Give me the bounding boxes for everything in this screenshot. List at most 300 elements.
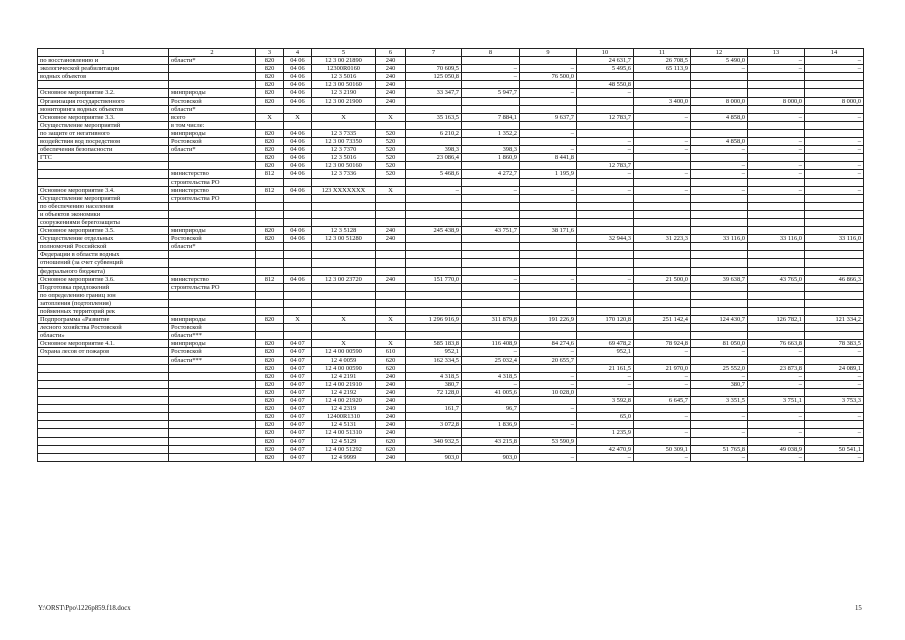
value-cell: [376, 243, 406, 251]
value-cell: [376, 194, 406, 202]
program-name-cell: [38, 380, 169, 388]
value-cell: 33 116,0: [805, 235, 864, 243]
column-number: 12: [691, 49, 748, 57]
value-cell: X: [312, 316, 376, 324]
value-cell: –: [748, 186, 805, 194]
value-cell: 32 944,3: [577, 235, 634, 243]
value-cell: [748, 194, 805, 202]
executor-cell: [169, 202, 256, 210]
value-cell: [406, 283, 462, 291]
value-cell: –: [691, 65, 748, 73]
value-cell: 50 309,1: [634, 445, 691, 453]
value-cell: [634, 437, 691, 445]
value-cell: [805, 73, 864, 81]
value-cell: 4 318,5: [406, 372, 462, 380]
value-cell: 240: [376, 81, 406, 89]
table-row: [38, 372, 864, 380]
value-cell: [462, 324, 520, 332]
value-cell: [577, 73, 634, 81]
value-cell: [691, 324, 748, 332]
table-row: [38, 251, 864, 259]
value-cell: 12 3 00 23720: [312, 275, 376, 283]
value-cell: [805, 332, 864, 340]
value-cell: [691, 251, 748, 259]
executor-cell: Ростовской: [169, 235, 256, 243]
table-row: [38, 388, 864, 396]
value-cell: –: [462, 275, 520, 283]
value-cell: [462, 138, 520, 146]
value-cell: –: [805, 113, 864, 121]
executor-cell: области*: [169, 243, 256, 251]
value-cell: [312, 283, 376, 291]
program-name-cell: ГТС: [38, 154, 169, 162]
program-name-cell: лесного хозяйства Ростовской: [38, 324, 169, 332]
value-cell: 12 3 00 51280: [312, 235, 376, 243]
value-cell: 245 438,9: [406, 227, 462, 235]
value-cell: 1 195,9: [520, 170, 577, 178]
executor-cell: [169, 380, 256, 388]
value-cell: 820: [256, 413, 284, 421]
value-cell: [462, 364, 520, 372]
value-cell: 72 128,0: [406, 388, 462, 396]
value-cell: [691, 73, 748, 81]
value-cell: 151 770,0: [406, 275, 462, 283]
table-row: [38, 146, 864, 154]
value-cell: [634, 243, 691, 251]
value-cell: [691, 291, 748, 299]
value-cell: 12300R0160: [312, 65, 376, 73]
value-cell: [256, 259, 284, 267]
value-cell: [577, 178, 634, 186]
executor-cell: [169, 218, 256, 226]
value-cell: [376, 291, 406, 299]
value-cell: [256, 308, 284, 316]
value-cell: [634, 388, 691, 396]
column-number: 9: [520, 49, 577, 57]
value-cell: [748, 251, 805, 259]
value-cell: 43 751,7: [462, 227, 520, 235]
value-cell: 78 383,5: [805, 340, 864, 348]
value-cell: –: [520, 405, 577, 413]
value-cell: [312, 259, 376, 267]
value-cell: 1 235,9: [577, 429, 634, 437]
column-number: 7: [406, 49, 462, 57]
value-cell: 240: [376, 421, 406, 429]
value-cell: [805, 89, 864, 97]
value-cell: –: [634, 380, 691, 388]
value-cell: 04 06: [284, 65, 312, 73]
value-cell: [577, 105, 634, 113]
value-cell: 04 07: [284, 453, 312, 461]
value-cell: [577, 283, 634, 291]
value-cell: [376, 324, 406, 332]
value-cell: [406, 299, 462, 307]
value-cell: X: [312, 113, 376, 121]
value-cell: [634, 105, 691, 113]
value-cell: 04 06: [284, 227, 312, 235]
value-cell: [312, 194, 376, 202]
value-cell: 38 171,6: [520, 227, 577, 235]
program-name-cell: Основное мероприятие 4.1.: [38, 340, 169, 348]
value-cell: [376, 259, 406, 267]
value-cell: [520, 138, 577, 146]
value-cell: 610: [376, 348, 406, 356]
value-cell: 1 860,9: [462, 154, 520, 162]
table-row: [38, 227, 864, 235]
executor-cell: [169, 364, 256, 372]
value-cell: 12 3 5128: [312, 227, 376, 235]
value-cell: –: [520, 186, 577, 194]
value-cell: 380,7: [691, 380, 748, 388]
value-cell: [805, 308, 864, 316]
value-cell: –: [805, 162, 864, 170]
program-name-cell: Основное мероприятие 3.3.: [38, 113, 169, 121]
value-cell: [577, 227, 634, 235]
value-cell: [406, 267, 462, 275]
executor-cell: области***: [169, 356, 256, 364]
value-cell: 04 07: [284, 445, 312, 453]
program-name-cell: мониторинга водных объектов: [38, 105, 169, 113]
executor-cell: [169, 429, 256, 437]
value-cell: 820: [256, 372, 284, 380]
value-cell: [376, 332, 406, 340]
value-cell: [462, 210, 520, 218]
value-cell: [520, 445, 577, 453]
value-cell: –: [805, 186, 864, 194]
value-cell: [312, 324, 376, 332]
value-cell: 240: [376, 89, 406, 97]
table-row: [38, 97, 864, 105]
value-cell: 820: [256, 129, 284, 137]
value-cell: –: [748, 348, 805, 356]
value-cell: [748, 178, 805, 186]
value-cell: [805, 202, 864, 210]
program-name-cell: Осуществление мероприятий: [38, 121, 169, 129]
value-cell: [748, 332, 805, 340]
value-cell: [577, 299, 634, 307]
value-cell: [462, 81, 520, 89]
value-cell: [634, 202, 691, 210]
value-cell: [312, 210, 376, 218]
value-cell: 251 142,4: [634, 316, 691, 324]
value-cell: [577, 421, 634, 429]
value-cell: 820: [256, 437, 284, 445]
value-cell: [376, 210, 406, 218]
value-cell: [376, 299, 406, 307]
executor-cell: [169, 267, 256, 275]
value-cell: 04 07: [284, 397, 312, 405]
value-cell: 12 3 00 21890: [312, 57, 376, 65]
value-cell: 12 3 5016: [312, 73, 376, 81]
value-cell: 76 663,8: [748, 340, 805, 348]
value-cell: 46 866,3: [805, 275, 864, 283]
value-cell: [691, 259, 748, 267]
value-cell: –: [520, 65, 577, 73]
value-cell: 48 550,8: [577, 81, 634, 89]
value-cell: [805, 121, 864, 129]
value-cell: –: [634, 348, 691, 356]
table-row: [38, 210, 864, 218]
value-cell: [520, 97, 577, 105]
value-cell: [406, 332, 462, 340]
value-cell: [805, 356, 864, 364]
value-cell: 116 408,9: [462, 340, 520, 348]
value-cell: [256, 105, 284, 113]
value-cell: [520, 81, 577, 89]
value-cell: [462, 445, 520, 453]
table-row: [38, 445, 864, 453]
value-cell: [748, 291, 805, 299]
value-cell: [748, 154, 805, 162]
value-cell: 3 351,5: [691, 397, 748, 405]
executor-cell: [169, 388, 256, 396]
value-cell: –: [634, 186, 691, 194]
value-cell: [256, 332, 284, 340]
value-cell: 7 884,1: [462, 113, 520, 121]
value-cell: [634, 154, 691, 162]
value-cell: 820: [256, 364, 284, 372]
value-cell: 12 3 00 21900: [312, 97, 376, 105]
value-cell: [462, 97, 520, 105]
program-name-cell: отношений (за счет субвенций: [38, 259, 169, 267]
program-name-cell: области»: [38, 332, 169, 340]
value-cell: 380,7: [406, 380, 462, 388]
value-cell: [634, 299, 691, 307]
value-cell: [256, 251, 284, 259]
value-cell: 6 210,2: [406, 129, 462, 137]
value-cell: 812: [256, 170, 284, 178]
executor-cell: минприроды: [169, 340, 256, 348]
program-name-cell: [38, 397, 169, 405]
value-cell: [256, 267, 284, 275]
value-cell: 04 06: [284, 57, 312, 65]
value-cell: [805, 243, 864, 251]
executor-cell: [169, 162, 256, 170]
value-cell: 820: [256, 316, 284, 324]
value-cell: 39 638,7: [691, 275, 748, 283]
table-row: [38, 453, 864, 461]
value-cell: [805, 81, 864, 89]
program-name-cell: экологической реабилитации: [38, 65, 169, 73]
value-cell: 3 592,8: [577, 397, 634, 405]
value-cell: X: [376, 316, 406, 324]
value-cell: 04 06: [284, 129, 312, 137]
value-cell: [577, 129, 634, 137]
value-cell: 820: [256, 429, 284, 437]
value-cell: [284, 178, 312, 186]
value-cell: –: [691, 186, 748, 194]
value-cell: [520, 299, 577, 307]
value-cell: [805, 154, 864, 162]
value-cell: [634, 405, 691, 413]
value-cell: 5 947,7: [462, 89, 520, 97]
value-cell: 398,3: [462, 146, 520, 154]
value-cell: 240: [376, 453, 406, 461]
column-number: 13: [748, 49, 805, 57]
value-cell: 4 858,0: [691, 113, 748, 121]
value-cell: –: [748, 170, 805, 178]
value-cell: [312, 332, 376, 340]
value-cell: –: [577, 186, 634, 194]
table-row: [38, 348, 864, 356]
value-cell: 6 645,7: [634, 397, 691, 405]
value-cell: 12 3 7335: [312, 129, 376, 137]
value-cell: –: [634, 138, 691, 146]
program-name-cell: Подготовка предложений: [38, 283, 169, 291]
value-cell: [805, 194, 864, 202]
value-cell: [284, 332, 312, 340]
table-row: [38, 316, 864, 324]
value-cell: 240: [376, 397, 406, 405]
value-cell: 820: [256, 397, 284, 405]
value-cell: 240: [376, 65, 406, 73]
value-cell: [577, 210, 634, 218]
executor-cell: [169, 413, 256, 421]
value-cell: –: [691, 348, 748, 356]
program-name-cell: по защите от негативного: [38, 129, 169, 137]
value-cell: 240: [376, 388, 406, 396]
value-cell: [691, 89, 748, 97]
value-cell: [462, 235, 520, 243]
value-cell: [691, 267, 748, 275]
value-cell: [577, 437, 634, 445]
value-cell: 520: [376, 162, 406, 170]
value-cell: 820: [256, 73, 284, 81]
value-cell: 04 07: [284, 364, 312, 372]
value-cell: 04 06: [284, 170, 312, 178]
program-name-cell: [38, 356, 169, 364]
value-cell: [805, 210, 864, 218]
executor-cell: министерство: [169, 170, 256, 178]
value-cell: [805, 437, 864, 445]
value-cell: –: [520, 380, 577, 388]
value-cell: –: [462, 380, 520, 388]
value-cell: [520, 364, 577, 372]
value-cell: [634, 308, 691, 316]
value-cell: [634, 121, 691, 129]
value-cell: 12 3 00 73350: [312, 138, 376, 146]
value-cell: [577, 218, 634, 226]
value-cell: 820: [256, 154, 284, 162]
value-cell: 12 3 00 50160: [312, 81, 376, 89]
value-cell: 12 4 00 00590: [312, 364, 376, 372]
value-cell: –: [577, 138, 634, 146]
program-name-cell: Осуществление отдельных: [38, 235, 169, 243]
value-cell: [406, 291, 462, 299]
value-cell: [312, 178, 376, 186]
value-cell: [462, 299, 520, 307]
value-cell: –: [462, 65, 520, 73]
value-cell: [520, 267, 577, 275]
program-name-cell: [38, 170, 169, 178]
value-cell: –: [634, 146, 691, 154]
value-cell: [406, 397, 462, 405]
value-cell: –: [520, 275, 577, 283]
value-cell: 126 782,1: [748, 316, 805, 324]
value-cell: –: [805, 146, 864, 154]
table-row: [38, 178, 864, 186]
value-cell: [520, 57, 577, 65]
value-cell: [520, 291, 577, 299]
value-cell: 12 4 00 51310: [312, 429, 376, 437]
value-cell: [691, 308, 748, 316]
value-cell: –: [577, 170, 634, 178]
value-cell: –: [634, 170, 691, 178]
value-cell: [520, 397, 577, 405]
value-cell: [256, 283, 284, 291]
value-cell: [256, 121, 284, 129]
value-cell: [406, 364, 462, 372]
value-cell: [406, 138, 462, 146]
value-cell: 20 655,7: [520, 356, 577, 364]
program-name-cell: Основное мероприятие 3.2.: [38, 89, 169, 97]
value-cell: [691, 421, 748, 429]
value-cell: X: [312, 340, 376, 348]
value-cell: [376, 121, 406, 129]
value-cell: 12 783,7: [577, 162, 634, 170]
value-cell: 04 06: [284, 154, 312, 162]
value-cell: 21 161,5: [577, 364, 634, 372]
executor-cell: Ростовской: [169, 97, 256, 105]
value-cell: [691, 405, 748, 413]
value-cell: [256, 218, 284, 226]
value-cell: 820: [256, 97, 284, 105]
table-row: [38, 405, 864, 413]
value-cell: [284, 251, 312, 259]
value-cell: –: [691, 146, 748, 154]
value-cell: –: [691, 413, 748, 421]
value-cell: [462, 218, 520, 226]
value-cell: [577, 324, 634, 332]
value-cell: 820: [256, 405, 284, 413]
executor-cell: области*: [169, 105, 256, 113]
value-cell: [805, 421, 864, 429]
value-cell: –: [577, 380, 634, 388]
value-cell: 04 07: [284, 348, 312, 356]
value-cell: 78 924,8: [634, 340, 691, 348]
value-cell: [691, 332, 748, 340]
value-cell: 4 272,7: [462, 170, 520, 178]
value-cell: [284, 324, 312, 332]
value-cell: [577, 154, 634, 162]
value-cell: –: [462, 348, 520, 356]
value-cell: [634, 73, 691, 81]
value-cell: 121 334,2: [805, 316, 864, 324]
executor-cell: [169, 308, 256, 316]
value-cell: –: [805, 170, 864, 178]
executor-cell: [169, 437, 256, 445]
table-row: [38, 73, 864, 81]
value-cell: [462, 162, 520, 170]
executor-cell: [169, 73, 256, 81]
value-cell: [805, 251, 864, 259]
value-cell: 4 318,5: [462, 372, 520, 380]
value-cell: 5 495,6: [577, 65, 634, 73]
value-cell: 33 116,0: [691, 235, 748, 243]
value-cell: [634, 81, 691, 89]
value-cell: [805, 218, 864, 226]
value-cell: [577, 194, 634, 202]
value-cell: 240: [376, 372, 406, 380]
program-name-cell: [38, 178, 169, 186]
program-name-cell: [38, 81, 169, 89]
value-cell: 124 430,7: [691, 316, 748, 324]
executor-cell: всего: [169, 113, 256, 121]
page-number: 15: [855, 605, 862, 612]
program-name-cell: по определению границ зон: [38, 291, 169, 299]
value-cell: 5 490,0: [691, 57, 748, 65]
value-cell: –: [691, 453, 748, 461]
